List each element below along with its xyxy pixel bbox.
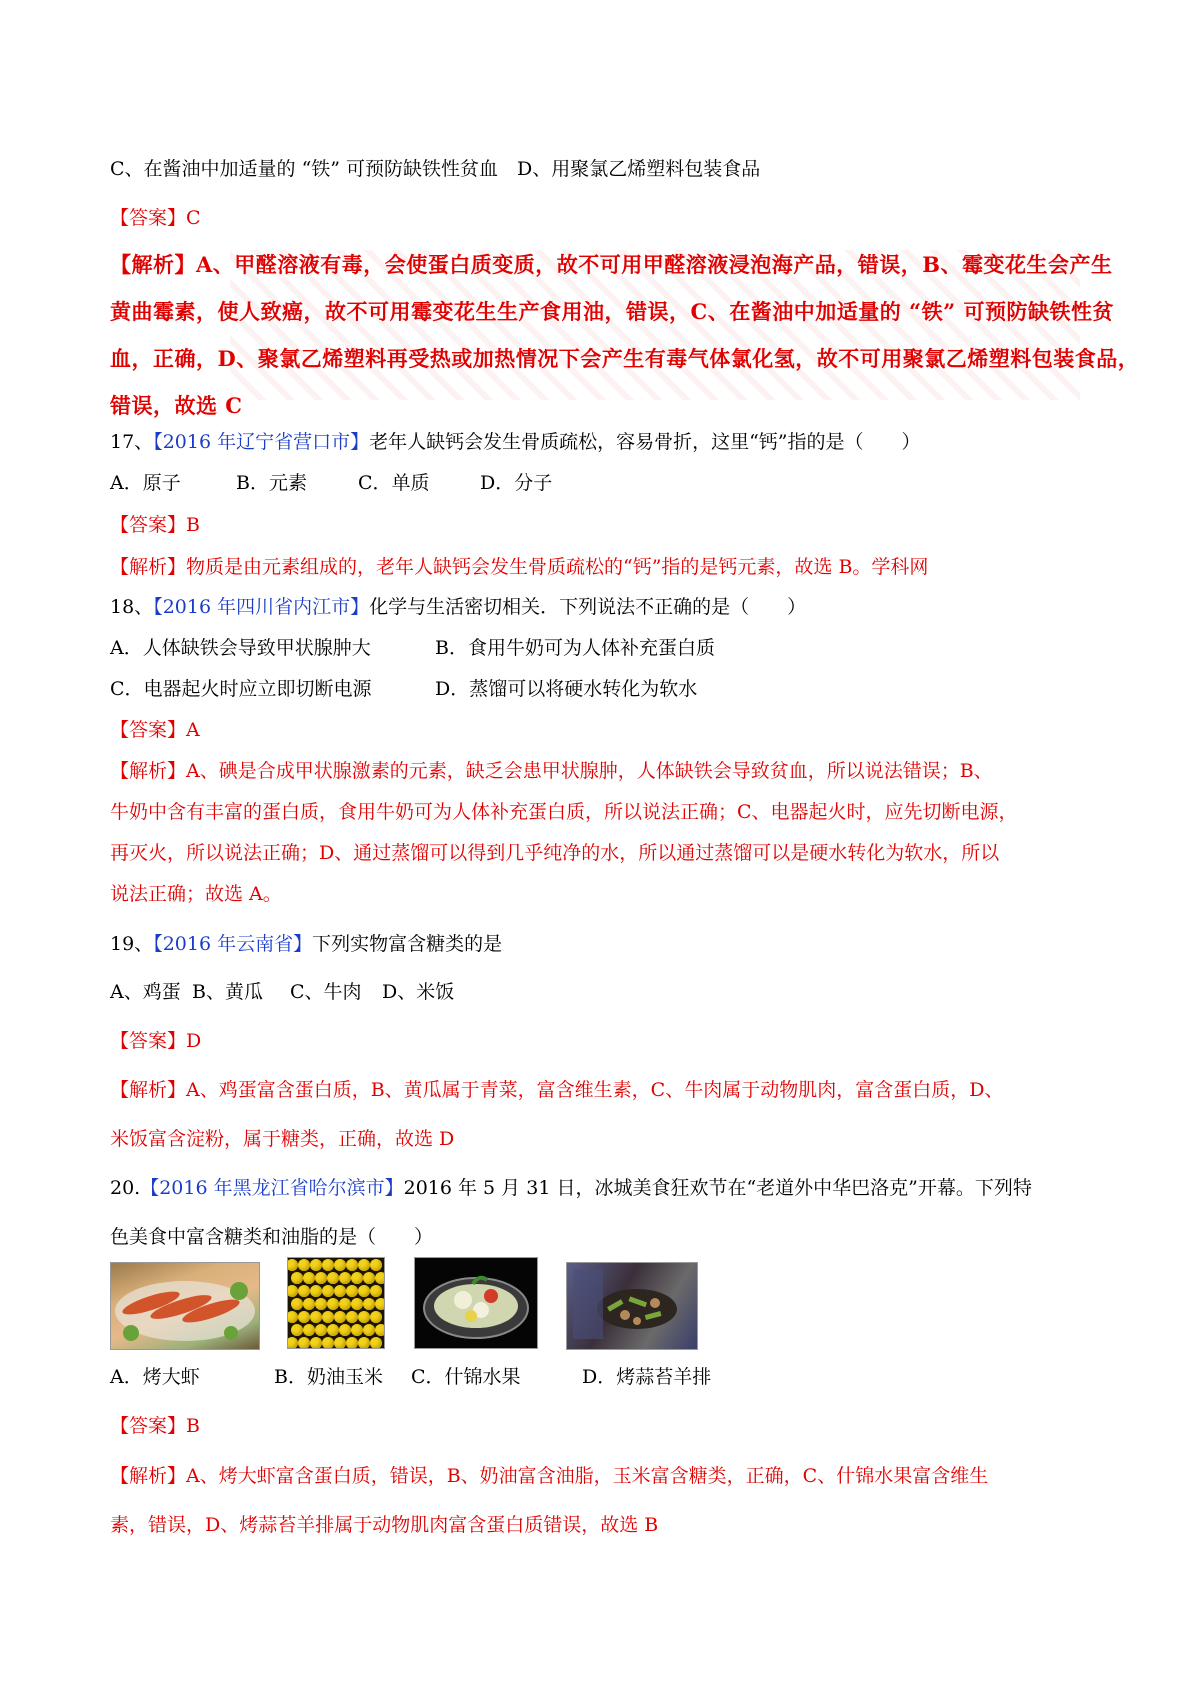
corn-kernel: [287, 1337, 298, 1349]
q19-number: 19、: [110, 933, 154, 955]
mixed-fruit-image: [414, 1257, 538, 1349]
q20-question-line-2: 色美食中富含糖类和油脂的是（ ）: [110, 1226, 434, 1248]
q17-source: 【2016 年辽宁省营口市】: [153, 431, 370, 453]
corn-kernel: [315, 1298, 327, 1310]
q19-answer: 【答案】D: [110, 1030, 202, 1052]
corn-kernel: [339, 1324, 351, 1336]
q17-analysis: 【解析】物质是由元素组成的，老年人缺钙会发生骨质疏松的“钙”指的是钙元素，故选 B。学科网: [110, 556, 929, 578]
butter-corn-image: [287, 1257, 385, 1349]
corn-kernel: [363, 1298, 375, 1310]
corn-kernel: [310, 1311, 322, 1323]
corn-kernel: [370, 1259, 382, 1271]
q20-option-c: C．什锦水果: [411, 1366, 521, 1388]
q17-answer: 【答案】B: [110, 514, 200, 536]
corn-kernel: [339, 1272, 351, 1284]
q20-option-b: B．奶油玉米: [274, 1366, 383, 1388]
q16-analysis-line-1: 【解析】A、甲醛溶液有毒，会使蛋白质变质，故不可用甲醛溶液浸泡海产品，错误，B、霉变花生会产生: [110, 252, 1113, 277]
corn-kernel: [346, 1337, 358, 1349]
corn-kernel: [287, 1285, 298, 1297]
q18-question: [110, 595, 1110, 619]
corn-kernel: [363, 1324, 375, 1336]
corn-kernel: [303, 1298, 315, 1310]
q20-option-d: D．烤蒜苔羊排: [582, 1366, 712, 1388]
corn-kernel: [375, 1324, 385, 1336]
corn-kernel: [322, 1259, 334, 1271]
q18-options-row-2: [110, 677, 1110, 701]
corn-kernel: [298, 1285, 310, 1297]
corn-kernel: [370, 1311, 382, 1323]
corn-kernel: [310, 1337, 322, 1349]
q20-question-line-1: [110, 1176, 1110, 1200]
corn-kernel: [358, 1337, 370, 1349]
q20-number: 20.: [110, 1177, 141, 1199]
q19-stem: 下列实物富含糖类的是: [312, 933, 503, 955]
q19-source: 【2016 年云南省】: [153, 933, 313, 955]
q16-answer: 【答案】C: [110, 207, 201, 229]
corn-kernel: [358, 1259, 370, 1271]
corn-kernel: [291, 1272, 303, 1284]
corn-kernel: [315, 1324, 327, 1336]
corn-kernels-graphic: [288, 1258, 384, 1348]
q18-analysis-line-2: 牛奶中含有丰富的蛋白质，食用牛奶可为人体补充蛋白质，所以说法正确；C、电器起火时，应先切断电源，: [110, 801, 1018, 823]
corn-kernel: [375, 1272, 385, 1284]
garlic-lamb-chops-image: [566, 1262, 698, 1350]
corn-kernel: [334, 1259, 346, 1271]
q18-option-c: C．电器起火时应立即切断电源: [110, 678, 372, 700]
q20-answer: 【答案】B: [110, 1415, 200, 1437]
q17-question: [110, 430, 1110, 454]
q16-options-cd: C、在酱油中加适量的 “铁” 可预防缺铁性贫血 D、用聚氯乙烯塑料包装食品: [110, 158, 761, 180]
q18-option-d: D．蒸馏可以将硬水转化为软水: [435, 678, 698, 700]
corn-kernel: [303, 1324, 315, 1336]
corn-kernel: [327, 1298, 339, 1310]
corn-kernel: [327, 1324, 339, 1336]
q19-analysis-line-2: 米饭富含淀粉，属于糖类，正确，故选 D: [110, 1128, 455, 1150]
corn-kernel: [334, 1285, 346, 1297]
q19-option-d: D、米饭: [382, 981, 455, 1003]
corn-kernel: [346, 1259, 358, 1271]
q19-option-a: A、鸡蛋: [110, 981, 181, 1003]
q17-options: [110, 471, 1110, 495]
corn-kernel: [334, 1311, 346, 1323]
q19-question: [110, 932, 1110, 956]
corn-kernel: [315, 1272, 327, 1284]
q18-answer: 【答案】A: [110, 719, 200, 741]
lamb-chops-graphic: [567, 1263, 697, 1349]
q19-options: [110, 980, 1110, 1004]
corn-kernel: [370, 1337, 382, 1349]
corn-kernel: [287, 1311, 298, 1323]
q20-options: [110, 1365, 1110, 1389]
corn-kernel: [322, 1311, 334, 1323]
corn-kernel: [351, 1272, 363, 1284]
q17-option-d: D．分子: [480, 472, 553, 494]
corn-kernel: [291, 1298, 303, 1310]
corn-kernel: [358, 1285, 370, 1297]
corn-kernel: [322, 1285, 334, 1297]
q18-source: 【2016 年四川省内江市】: [153, 596, 370, 618]
q18-option-a: A．人体缺铁会导致甲状腺肿大: [110, 637, 371, 659]
fruit-bowl-graphic: [415, 1258, 537, 1348]
corn-kernel: [363, 1272, 375, 1284]
q18-analysis-line-3: 再灭火，所以说法正确；D、通过蒸馏可以得到几乎纯净的水，所以通过蒸馏可以是硬水转化为软水，所以: [110, 842, 1000, 864]
q19-option-c: C、牛肉: [290, 981, 362, 1003]
corn-kernel: [291, 1324, 303, 1336]
corn-kernel: [298, 1259, 310, 1271]
corn-kernel: [298, 1337, 310, 1349]
q18-analysis-line-1: 【解析】A、碘是合成甲状腺激素的元素，缺乏会患甲状腺肿，人体缺铁会导致贫血，所以说法错误；B、: [110, 760, 993, 782]
q18-options-row-1: [110, 636, 1110, 660]
q17-option-b: B．元素: [236, 472, 307, 494]
corn-kernel: [346, 1285, 358, 1297]
corn-kernel: [334, 1337, 346, 1349]
corn-kernel: [351, 1298, 363, 1310]
q19-analysis-line-1: 【解析】A、鸡蛋富含蛋白质，B、黄瓜属于青菜，富含维生素，C、牛肉属于动物肌肉，富含蛋白质，D、: [110, 1079, 1004, 1101]
q17-option-a: A．原子: [110, 472, 181, 494]
corn-kernel: [298, 1311, 310, 1323]
corn-kernel: [327, 1272, 339, 1284]
q16-analysis-line-2: 黄曲霉素，使人致癌，故不可用霉变花生生产食用油，错误，C、在酱油中加适量的 “铁” 可预防缺铁性贫: [110, 299, 1114, 324]
corn-kernel: [375, 1298, 385, 1310]
corn-kernel: [310, 1259, 322, 1271]
q18-stem: 化学与生活密切相关．下列说法不正确的是（ ）: [369, 596, 807, 618]
corn-kernel: [322, 1337, 334, 1349]
q17-number: 17、: [110, 431, 154, 453]
q18-analysis-line-4: 说法正确；故选 A。: [110, 883, 282, 905]
corn-kernel: [303, 1272, 315, 1284]
q17-stem: 老年人缺钙会发生骨质疏松，容易骨折，这里“钙”指的是（ ）: [369, 431, 921, 453]
q17-option-c: C．单质: [358, 472, 430, 494]
q20-analysis-line-2: 素，错误，D、烤蒜苔羊排属于动物肌肉富含蛋白质错误，故选 B: [110, 1514, 659, 1536]
q16-analysis-line-4: 错误，故选 C: [110, 393, 243, 418]
q20-source: 【2016 年黑龙江省哈尔滨市】: [140, 1177, 404, 1199]
shrimp-skewers-graphic: [111, 1263, 259, 1349]
q20-stem-1: 2016 年 5 月 31 日，冰城美食狂欢节在“老道外中华巴洛克”开幕。下列特: [403, 1177, 1032, 1199]
corn-kernel: [287, 1259, 298, 1271]
q16-analysis-line-3: 血，正确，D、聚氯乙烯塑料再受热或加热情况下会产生有毒气体氯化氢，故不可用聚氯乙烯塑料包装食品，: [110, 346, 1140, 371]
q20-option-a: A．烤大虾: [110, 1366, 200, 1388]
corn-kernel: [351, 1324, 363, 1336]
corn-kernel: [370, 1285, 382, 1297]
roast-shrimp-image: [110, 1262, 260, 1350]
corn-kernel: [339, 1298, 351, 1310]
q18-number: 18、: [110, 596, 154, 618]
q19-option-b: B、黄瓜: [192, 981, 263, 1003]
corn-kernel: [310, 1285, 322, 1297]
corn-kernel: [358, 1311, 370, 1323]
q20-analysis-line-1: 【解析】A、烤大虾富含蛋白质，错误，B、奶油富含油脂，玉米富含糖类，正确，C、什锦水果富含维生: [110, 1465, 989, 1487]
q18-option-b: B．食用牛奶可为人体补充蛋白质: [435, 637, 715, 659]
corn-kernel: [346, 1311, 358, 1323]
